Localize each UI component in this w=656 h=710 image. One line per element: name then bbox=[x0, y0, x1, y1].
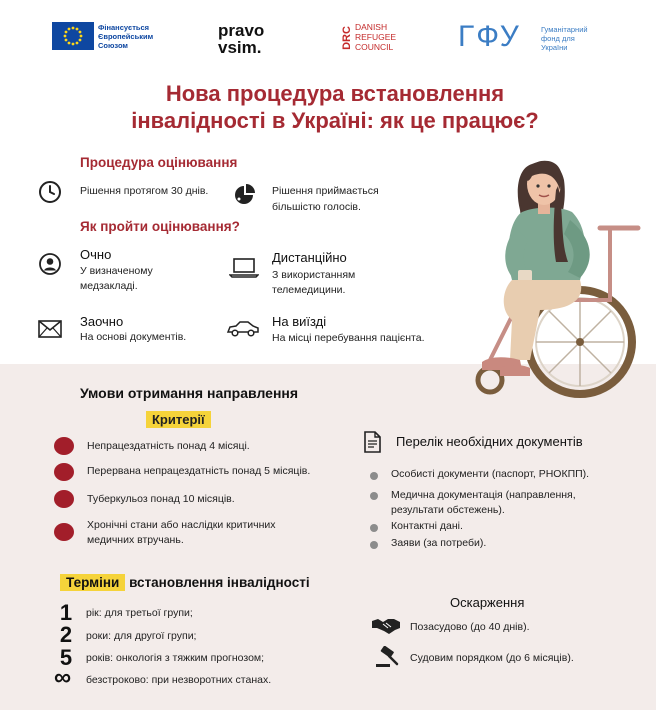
decision-time-text: Рішення протягом 30 днів. bbox=[80, 185, 209, 197]
document-bullet-3 bbox=[370, 524, 378, 532]
how-label-on-site: На виїзді bbox=[272, 314, 327, 329]
criteria-item-3: Туберкульоз понад 10 місяців. bbox=[87, 493, 235, 505]
page-title bbox=[90, 80, 580, 134]
pravo-logo-line2: vsim. bbox=[218, 38, 262, 57]
drc-logo-text bbox=[355, 22, 396, 52]
criteria-item-4-line2: медичних втручань. bbox=[87, 534, 184, 546]
document-item-4: Заяви (за потреби). bbox=[391, 537, 487, 549]
document-item-1: Особисті документи (паспорт, РНОКПП). bbox=[391, 468, 590, 480]
how-label-correspondence: Заочно bbox=[80, 314, 124, 329]
drc-line3: COUNCIL bbox=[355, 42, 394, 52]
term-mark-1: 1 bbox=[59, 600, 73, 625]
drc-line1: DANISH bbox=[355, 22, 388, 32]
decision-votes-line1: Рішення приймається bbox=[272, 185, 379, 197]
appeal-item-1: Позасудово (до 40 днів). bbox=[410, 621, 530, 633]
document-item-2-line2: результати обстежень). bbox=[391, 504, 505, 516]
appeal-item-2: Судовим порядком (до 6 місяців). bbox=[410, 652, 574, 664]
how-label-remote: Дистанційно bbox=[272, 250, 347, 265]
document-item-3: Контактні дані. bbox=[391, 520, 463, 532]
term-mark-2: 2 bbox=[59, 622, 73, 647]
how-desc-remote-line2: телемедицини. bbox=[272, 284, 346, 296]
how-heading: Як пройти оцінювання? bbox=[80, 219, 240, 234]
drc-line2: REFUGEE bbox=[355, 32, 397, 42]
procedure-heading: Процедура оцінювання bbox=[80, 155, 238, 170]
person-icon bbox=[38, 252, 62, 276]
gfu-logo-abbr: ГФУ bbox=[458, 20, 521, 53]
envelope-icon bbox=[38, 320, 62, 338]
clock-icon bbox=[38, 180, 62, 204]
title-line1: Нова процедура встановлення bbox=[165, 81, 505, 106]
criteria-item-1: Непрацездатність понад 4 місяці. bbox=[87, 440, 250, 452]
pie-chart-icon bbox=[233, 183, 257, 207]
term-mark-3: 5 bbox=[59, 645, 73, 670]
criteria-bullet-4 bbox=[54, 523, 74, 541]
how-desc-on-site: На місці перебування пацієнта. bbox=[272, 332, 425, 344]
criteria-bullet-1 bbox=[54, 437, 74, 455]
terms-heading-highlight: Терміни bbox=[60, 574, 125, 591]
appeal-heading: Оскарження bbox=[450, 595, 525, 610]
document-bullet-2 bbox=[370, 492, 378, 500]
how-label-in-person: Очно bbox=[80, 247, 112, 262]
how-desc-in-person bbox=[80, 264, 153, 294]
how-desc-in-person-line1: У визначеному bbox=[80, 265, 153, 277]
how-desc-correspondence: На основі документів. bbox=[80, 331, 187, 343]
criteria-badge bbox=[146, 412, 211, 427]
terms-heading-rest: встановлення інвалідності bbox=[125, 575, 310, 590]
eu-logo-text: Фінансується Європейським Союзом bbox=[98, 23, 154, 50]
title-line2: інвалідності в Україні: як це працює? bbox=[131, 108, 539, 133]
criteria-label: Критерії bbox=[146, 411, 211, 428]
document-bullet-1 bbox=[370, 472, 378, 480]
document-icon bbox=[363, 431, 381, 453]
criteria-bullet-3 bbox=[54, 490, 74, 508]
document-item-2 bbox=[391, 488, 611, 518]
terms-heading bbox=[60, 575, 310, 590]
documents-heading: Перелік необхідних документів bbox=[396, 434, 583, 449]
woman-wheelchair-illustration bbox=[460, 150, 650, 400]
how-desc-remote bbox=[272, 268, 355, 298]
criteria-bullet-2 bbox=[54, 463, 74, 481]
criteria-item-4 bbox=[87, 518, 327, 548]
criteria-item-2: Перервана непрацездатність понад 5 місяців. bbox=[87, 465, 311, 477]
gfu-logo-text: Гуманітарний фонд для України bbox=[541, 25, 588, 52]
criteria-item-4-line1: Хронічні стани або наслідки критичних bbox=[87, 519, 276, 531]
term-text-2: роки: для другої групи; bbox=[86, 630, 197, 642]
term-text-4: безстроково: при незворотних станах. bbox=[86, 674, 272, 686]
decision-votes-text bbox=[272, 184, 379, 215]
handshake-icon bbox=[371, 616, 401, 636]
drc-logo-abbr: DRC bbox=[340, 26, 353, 50]
laptop-icon bbox=[229, 257, 259, 279]
term-text-3: років: онкологія з тяжким прогнозом; bbox=[86, 652, 265, 664]
pravo-logo bbox=[218, 22, 264, 56]
decision-votes-line2: більшістю голосів. bbox=[272, 201, 361, 213]
document-bullet-4 bbox=[370, 541, 378, 549]
gavel-icon bbox=[375, 646, 401, 668]
eu-stars-icon bbox=[52, 22, 94, 50]
car-icon bbox=[226, 320, 260, 338]
term-text-1: рік: для третьої групи; bbox=[86, 607, 193, 619]
term-mark-4: ∞ bbox=[54, 664, 72, 691]
how-desc-in-person-line2: медзакладі. bbox=[80, 280, 138, 292]
document-item-2-line1: Медична документація (направлення, bbox=[391, 489, 576, 501]
eu-logo bbox=[52, 22, 94, 50]
referral-heading: Умови отримання направлення bbox=[80, 385, 299, 401]
pravo-logo-line1: pravo bbox=[218, 21, 265, 40]
how-desc-remote-line1: З використанням bbox=[272, 269, 356, 281]
